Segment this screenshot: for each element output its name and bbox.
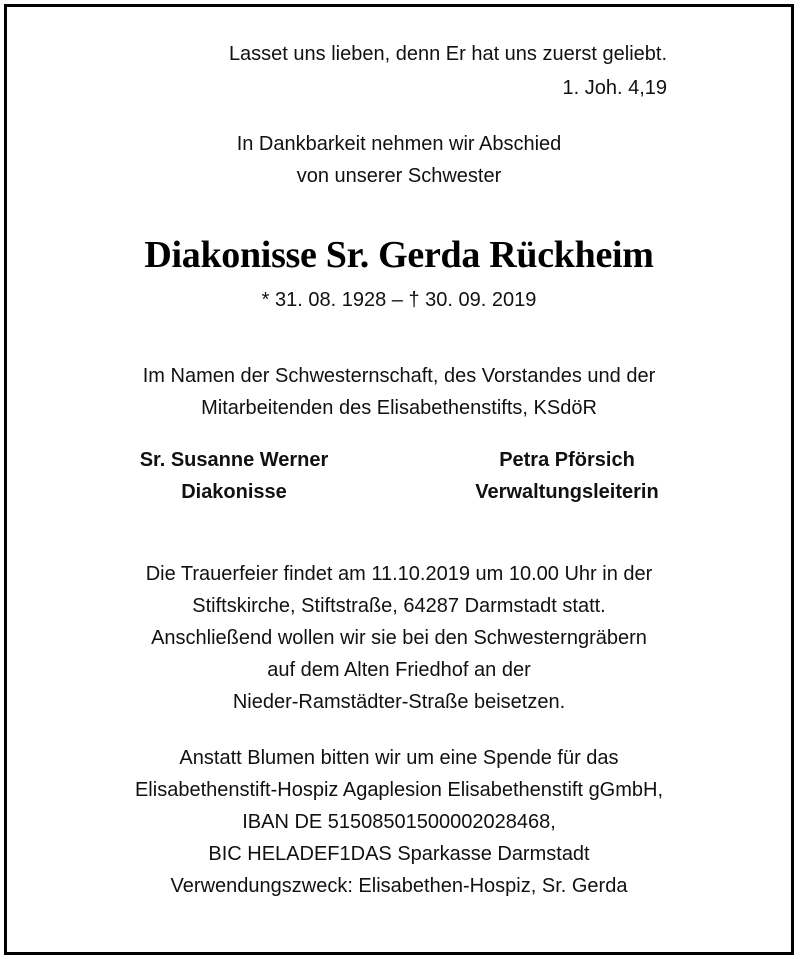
donation-line-2: Elisabethenstift-Hospiz Agaplesion Elisabethenstift gGmbH, [134, 779, 664, 801]
bible-verse: Lasset uns lieben, denn Er hat uns zuerst geliebt. [228, 43, 667, 65]
intro-line-1: In Dankbarkeit nehmen wir Abschied [236, 133, 562, 155]
obituary-frame [4, 4, 794, 955]
funeral-line-2: Stiftskirche, Stiftstraße, 64287 Darmstadt statt. [192, 595, 606, 617]
on-behalf-line-1: Im Namen der Schwesternschaft, des Vorstandes und der [142, 365, 656, 387]
donation-line-1: Anstatt Blumen bitten wir um eine Spende für das [179, 747, 619, 769]
donation-iban: IBAN DE 51508501500002028468, [242, 811, 556, 833]
funeral-line-1: Die Trauerfeier findet am 11.10.2019 um 10.00 Uhr in der [145, 563, 653, 585]
on-behalf-line-2: Mitarbeitenden des Elisabethenstifts, KSdöR [201, 397, 597, 419]
signatory-2-name: Petra Pförsich [499, 449, 635, 471]
bible-reference: 1. Joh. 4,19 [562, 77, 667, 99]
life-dates: * 31. 08. 1928 – † 30. 09. 2019 [261, 289, 537, 311]
donation-purpose: Verwendungszweck: Elisabethen-Hospiz, Sr. Gerda [170, 875, 628, 897]
donation-bic: BIC HELADEF1DAS Sparkasse Darmstadt [208, 843, 590, 865]
funeral-line-3: Anschließend wollen wir sie bei den Schwesterngräbern [151, 627, 647, 649]
intro-line-2: von unserer Schwester [296, 165, 502, 187]
funeral-line-4: auf dem Alten Friedhof an der [267, 659, 531, 681]
funeral-line-5: Nieder-Ramstädter-Straße beisetzen. [232, 691, 566, 713]
deceased-name: Diakonisse Sr. Gerda Rückheim [144, 234, 654, 276]
signatory-1-role: Diakonisse [181, 481, 287, 503]
signatory-1-name: Sr. Susanne Werner [139, 449, 329, 471]
signatory-2-role: Verwaltungsleiterin [475, 481, 659, 503]
